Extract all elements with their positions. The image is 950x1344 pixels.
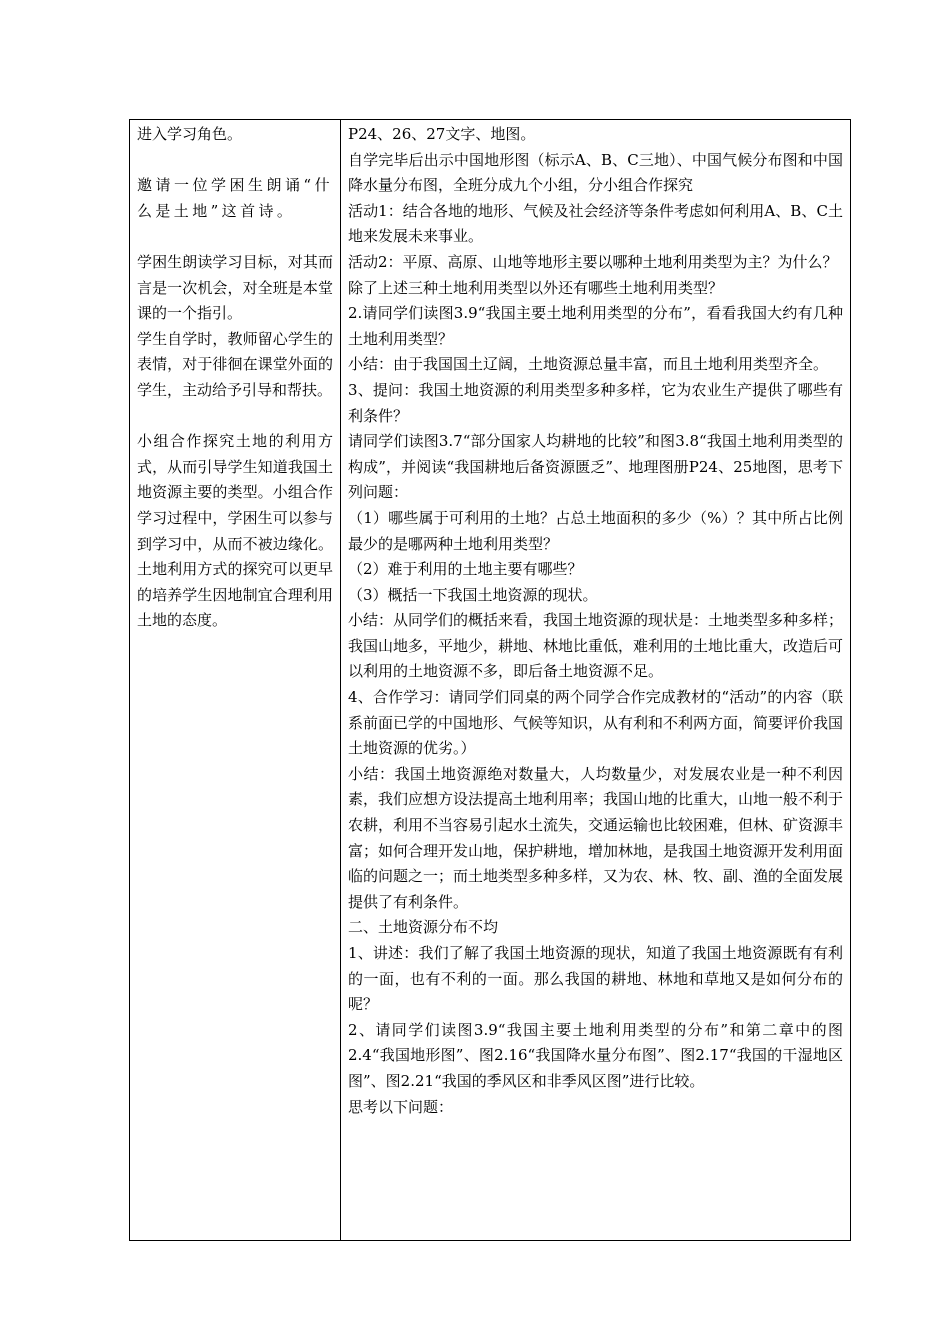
blank-line bbox=[137, 148, 333, 174]
right-paragraph-4: 活动2：平原、高原、山地等地形主要以哪种土地利用类型为主？为什么？ bbox=[348, 252, 838, 271]
teaching-notes-cell bbox=[130, 120, 341, 1241]
right-paragraph-5: 除了上述三种土地利用类型以外还有哪些土地利用类型？ bbox=[348, 278, 724, 297]
table-row bbox=[130, 120, 851, 1241]
left-paragraph-4: 学生自学时，教师留心学生的表情，对于徘徊在课堂外面的学生，主动给予引导和帮扶。 bbox=[137, 329, 333, 399]
left-paragraph-3: 学困生朗读学习目标，对其而言是一次机会，对全班是本堂课的一个指引。 bbox=[137, 252, 333, 323]
right-paragraph-18: 2、请同学们读图3.9“我国主要土地利用类型的分布”和第二章中的图2.4“我国地形图”、图2.16“我国降水量分布图”、图2.17“我国的干湿地区图”、图2.21“我国的季风区和非季风区图”进行比较。 bbox=[348, 1020, 843, 1090]
right-paragraph-1: P24、26、27文字、地图。 bbox=[348, 125, 536, 143]
right-paragraph-13: 小结：从同学们的概括来看，我国土地资源的现状是：土地类型多种多样；我国山地多，平地少，耕地、林地比重低，难利用的土地比重大，改造后可以利用的土地资源不多，即后备土地资源不足。 bbox=[348, 611, 844, 681]
right-paragraph-12: （3）概括一下我国土地资源的现状。 bbox=[348, 585, 598, 604]
right-paragraph-8: 3、提问：我国土地资源的利用类型多种多样，它为农业生产提供了哪些有利条件？ bbox=[348, 380, 843, 425]
right-paragraph-15: 小结：我国土地资源绝对数量大，人均数量少，对发展农业是一种不利因素，我们应想方设法提高土地利用率；我国山地的比重大，山地一般不利于农耕，利用不当容易引起水土流失，交通运输也比较困难，但林、矿资源丰富；如何合理开发山地，保护耕地，增加林地，是我国土地资源开发利用面临的问题之一；而土地类型多种多样，又为农、林、牧、副、渔的全面发展提供了有利条件。 bbox=[348, 764, 844, 911]
right-paragraph-9: 请同学们读图3.7“部分国家人均耕地的比较”和图3.8“我国土地利用类型的构成”，并阅读“我国耕地后备资源匮乏”、地理图册P24、25地图，思考下列问题： bbox=[348, 432, 843, 502]
right-paragraph-2: 自学完毕后出示中国地形图（标示A、B、C三地）、中国气候分布图和中国降水量分布图，全班分成九个小组，分小组合作探究 bbox=[348, 150, 843, 195]
right-paragraph-14: 4、合作学习：请同学们同桌的两个同学合作完成教材的“活动”的内容（联系前面已学的中国地形、气候等知识，从有利和不利两方面，简要评价我国土地资源的优劣。） bbox=[348, 688, 844, 758]
lesson-plan-table bbox=[129, 119, 851, 1241]
left-paragraph-2: 邀请一位学困生朗诵“什么是土地”这首诗。 bbox=[137, 176, 333, 220]
right-paragraph-3: 活动1：结合各地的地形、气候及社会经济等条件考虑如何利用A、B、C土地来发展未来事业。 bbox=[348, 201, 843, 246]
lesson-content-cell bbox=[341, 120, 851, 1241]
right-paragraph-17: 1、讲述：我们了解了我国土地资源的现状，知道了我国土地资源既有有利的一面，也有不利的一面。那么我国的耕地、林地和草地又是如何分布的呢？ bbox=[348, 944, 843, 1014]
blank-line bbox=[137, 224, 333, 250]
right-paragraph-11: （2）难于利用的土地主要有哪些？ bbox=[348, 560, 583, 579]
right-paragraph-10: （1）哪些属于可利用的土地？占总土地面积的多少（%）？其中所占比例最少的是哪两种土地利用类型？ bbox=[348, 508, 843, 553]
right-paragraph-6: 2.请同学们读图3.9“我国主要土地利用类型的分布”，看看我国大约有几种土地利用类型？ bbox=[348, 304, 843, 348]
blank-line bbox=[137, 404, 333, 430]
left-paragraph-5: 小组合作探究土地的利用方式，从而引导学生知道我国土地资源主要的类型。小组合作学习过程中，学困生可以参与到学习中，从而不被边缘化。土地利用方式的探究可以更早的培养学生因地制宜合理利用土地的态度。 bbox=[137, 432, 333, 630]
right-paragraph-19: 思考以下问题： bbox=[348, 1097, 454, 1116]
left-paragraph-1: 进入学习角色。 bbox=[137, 125, 243, 143]
right-paragraph-7: 小结：由于我国国土辽阔，土地资源总量丰富，而且土地利用类型齐全。 bbox=[348, 355, 829, 374]
section-heading: 二、土地资源分布不均 bbox=[348, 918, 499, 937]
